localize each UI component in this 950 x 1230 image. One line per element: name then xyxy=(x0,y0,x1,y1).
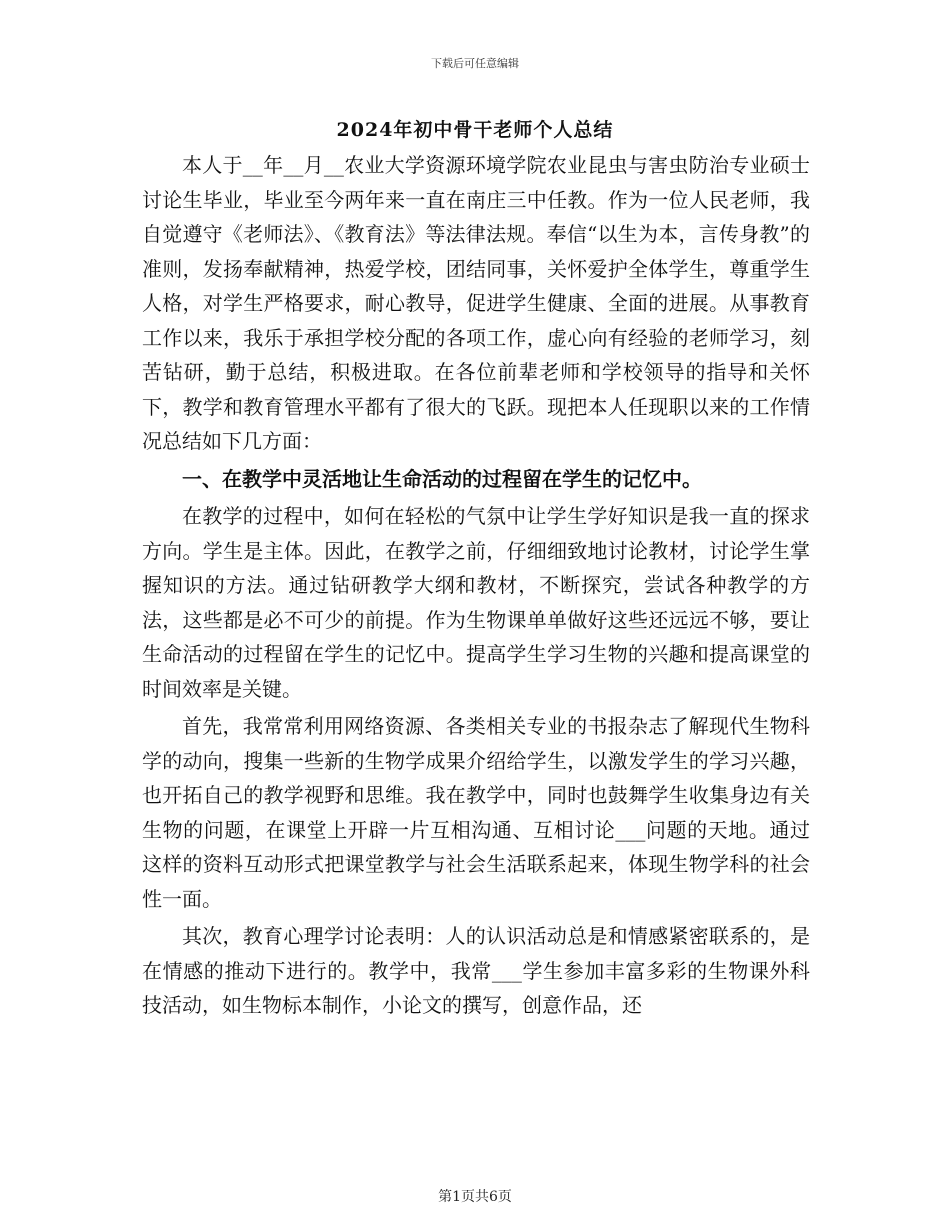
page-number: 第1页共6页 xyxy=(438,1189,512,1205)
paragraph-first: 首先，我常常利用网络资源、各类相关专业的书报杂志了解现代生物科学的动向，搜集一些新的生物学成果介绍给学生，以激发学生的学习兴趣，也开拓自己的教学视野和思维。我在教学中，同时也鼓舞学生收集身边有关生物的问题，在课堂上开辟一片互相沟通、互相讨论___问题的天地。通过这样的资料互动形式把课堂教学与社会生活联系起来，体现生物学科的社会性一面。 xyxy=(142,714,810,911)
paragraph-intro: 本人于__年__月__农业大学资源环境学院农业昆虫与害虫防治专业硕士讨论生毕业，毕业至今两年来一直在南庄三中任教。作为一位人民老师，我自觉遵守《老师法》、《教育法》等法律法规。奉信“以生为本，言传身教”的准则，发扬奉献精神，热爱学校，团结同事，关怀爱护全体学生，尊重学生人格，对学生严格要求，耐心教导，促进学生健康、全面的进展。从事教育工作以来，我乐于承担学校分配的各项工作，虚心向有经验的老师学习，刻苦钻研，勤于总结，积极进取。在各位前辈老师和学校领导的指导和关怀下，教学和教育管理水平都有了很大的飞跃。现把本人任现职以来的工作情况总结如下几方面： xyxy=(142,153,810,453)
header-note: 下载后可任意编辑 xyxy=(431,57,519,70)
section-heading-1: 一、在教学中灵活地让生命活动的过程留在学生的记忆中。 xyxy=(182,466,702,491)
paragraph-teaching: 在教学的过程中，如何在轻松的气氛中让学生学好知识是我一直的探求方向。学生是主体。因此，在教学之前，仔细细致地讨论教材，讨论学生掌握知识的方法。通过钻研教学大纲和教材，不断探究，尝试各种教学的方法，这些都是必不可少的前提。作为生物课单单做好这些还远远不够，要让生命活动的过程留在学生的记忆中。提高学生学习生物的兴趣和提高课堂的时间效率是关键。 xyxy=(142,504,810,701)
document-body xyxy=(142,148,810,1023)
document-title: 2024年初中骨干老师个人总结 xyxy=(336,119,614,141)
paragraph-second: 其次，教育心理学讨论表明：人的认识活动总是和情感紧密联系的，是在情感的推动下进行的。教学中，我常___学生参加丰富多彩的生物课外科技活动，如生物标本制作，小论文的撰写，创意作品，还 xyxy=(142,924,810,1017)
